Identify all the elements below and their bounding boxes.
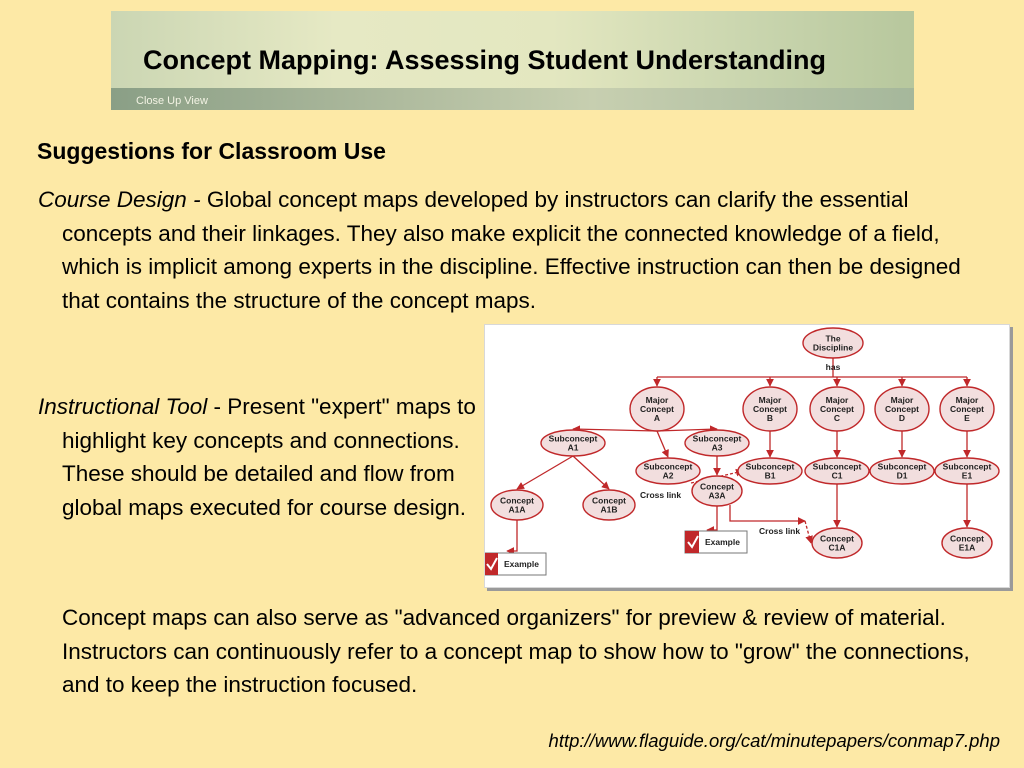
edge-a1-a1a	[517, 456, 573, 489]
subconcept-node-a1-label: Subconcept	[548, 433, 598, 444]
example-box-2-label: Example	[705, 537, 740, 547]
example-box-1-check-icon	[485, 553, 498, 575]
example-box-2-check-icon	[685, 531, 699, 553]
concept-node-e1a-label: Concept	[950, 533, 984, 544]
major-concept-node-4-label: Major	[955, 395, 979, 405]
instructional-tool-text: Present "expert" maps to highlight key concepts and connections. These should be detailed and flow from global maps executed for course design.	[62, 394, 476, 520]
banner-strip	[111, 88, 914, 110]
edge-a-a2	[657, 431, 668, 457]
banner-caption: Close Up View	[136, 95, 208, 107]
closing-paragraph: Concept maps can also serve as "advanced organizers" for preview & review of material. Instructors can continuously refer to a concept map to show how to "grow" the connections, and to keep the instruction focused.	[62, 605, 970, 697]
edge-a1-a1b	[573, 456, 609, 489]
subconcept-node-c1-label: C1	[831, 470, 843, 481]
cross-link-edge-2	[730, 505, 805, 521]
subconcept-node-b1-label: Subconcept	[745, 461, 795, 472]
subconcept-node-a2-label: A2	[662, 470, 674, 481]
major-concept-node-1-label: B	[766, 413, 774, 423]
major-concept-node-0-label: Concept	[640, 404, 674, 414]
cross-link-edge-3	[805, 521, 811, 543]
concept-node-a1b-label: A1B	[600, 504, 618, 515]
major-concept-node-3-label: Major	[890, 395, 914, 405]
course-design-paragraph: Course Design - Global concept maps developed by instructors can clarify the essential concepts and their linkages. They also make explicit the connected knowledge of a field, which is implicit among experts in the discipline. Effective instruction can then be designed that contains the structure of the concept maps.	[38, 187, 961, 313]
subconcept-node-a3-label: Subconcept	[692, 433, 742, 444]
has-link-label: has	[825, 362, 841, 372]
subconcept-node-d1-label: D1	[896, 470, 908, 481]
concept-map-diagram	[484, 324, 1010, 588]
subconcept-node-b1-label: B1	[764, 470, 776, 481]
concept-node-a1a-label: Concept	[500, 495, 534, 506]
subconcept-node-a1-label: A1	[567, 442, 579, 453]
concept-node-a3a-label: Concept	[700, 481, 734, 492]
subconcept-node-e1-label: E1	[961, 470, 973, 481]
instructional-tool-paragraph: Instructional Tool - Present "expert" maps to highlight key concepts and connections. These should be detailed and flow from global maps executed for course design.	[38, 394, 476, 520]
concept-node-c1a-label: C1A	[828, 542, 846, 553]
cross-link-label-1: Cross link	[640, 490, 682, 500]
major-concept-node-4-label: Concept	[950, 404, 984, 414]
major-concept-node-0-label: Major	[645, 395, 669, 405]
major-concept-node-3-label: Concept	[885, 404, 919, 414]
major-concept-node-1-label: Major	[758, 395, 782, 405]
concept-node-c1a-label: Concept	[820, 533, 854, 544]
root-node-label: The	[825, 333, 841, 344]
subconcept-node-a2-label: Subconcept	[643, 461, 693, 472]
example-link-2	[707, 506, 717, 530]
course-design-label: Course Design	[38, 187, 187, 212]
course-design-text: Global concept maps developed by instructors can clarify the essential concepts and their linkages. They also make explicit the connected knowledge of a field, which is implicit among experts in the discipline. Effective instruction can then be designed that contains the structure of the concept maps.	[62, 187, 961, 313]
major-concept-node-0-label: A	[653, 413, 661, 423]
subconcept-node-a3-label: A3	[711, 442, 723, 453]
example-box-1-label: Example	[504, 559, 539, 569]
concept-node-a1b-label: Concept	[592, 495, 626, 506]
subconcept-node-c1-label: Subconcept	[812, 461, 862, 472]
subconcept-node-e1-label: Subconcept	[942, 461, 992, 472]
root-node-label: Discipline	[812, 342, 854, 353]
example-link-1	[507, 520, 517, 551]
concept-node-a3a-label: A3A	[708, 490, 726, 501]
major-concept-node-2-label: Major	[825, 395, 849, 405]
major-concept-node-3-label: D	[898, 413, 906, 423]
cross-link-label-2: Cross link	[759, 526, 801, 536]
subconcept-node-d1-label: Subconcept	[877, 461, 927, 472]
concept-node-e1a-label: E1A	[958, 542, 976, 553]
major-concept-node-2-label: C	[833, 413, 841, 423]
concept-node-a1a-label: A1A	[508, 504, 526, 515]
major-concept-node-1-label: Concept	[753, 404, 787, 414]
source-url[interactable]: http://www.flaguide.org/cat/minutepapers/conmap7.php	[548, 730, 1000, 751]
page-title: Concept Mapping: Assessing Student Understanding	[143, 45, 827, 75]
instructional-tool-label: Instructional Tool	[38, 394, 208, 419]
major-concept-node-4-label: E	[964, 413, 970, 423]
section-heading: Suggestions for Classroom Use	[37, 138, 386, 164]
concept-map-svg	[485, 325, 1009, 587]
major-concept-node-2-label: Concept	[820, 404, 854, 414]
